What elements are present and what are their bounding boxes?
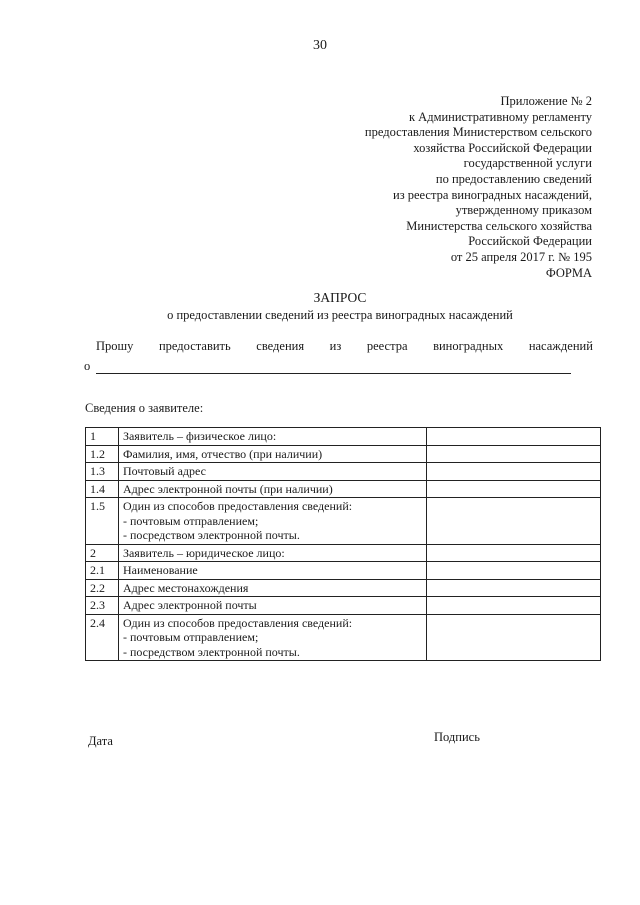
row-label-line: Почтовый адрес bbox=[122, 464, 206, 478]
appendix-line: от 25 апреля 2017 г. № 195 bbox=[450, 249, 592, 264]
row-label-line: - почтовым отправлением; bbox=[122, 630, 259, 644]
appendix-line: из реестра виноградных насаждений, bbox=[393, 187, 592, 202]
request-text bbox=[96, 339, 593, 354]
row-number: 2.3 bbox=[86, 597, 119, 615]
row-label bbox=[118, 597, 426, 615]
table-row bbox=[86, 445, 601, 463]
page-number: 30 bbox=[313, 38, 327, 53]
row-value-cell[interactable] bbox=[427, 428, 601, 446]
row-label-line: - посредством электронной почты. bbox=[122, 644, 300, 659]
request-word: виноградных bbox=[433, 339, 504, 353]
table-row bbox=[86, 614, 601, 661]
row-number: 2.1 bbox=[86, 562, 119, 580]
row-value-cell[interactable] bbox=[427, 614, 601, 661]
row-value-cell[interactable] bbox=[427, 562, 601, 580]
row-label-line: Заявитель – юридическое лицо: bbox=[122, 545, 285, 560]
row-number: 1.3 bbox=[86, 463, 119, 481]
request-word: сведения bbox=[256, 339, 305, 353]
row-label bbox=[118, 428, 426, 446]
row-value-cell[interactable] bbox=[427, 498, 601, 545]
row-value-cell[interactable] bbox=[427, 579, 601, 597]
row-number: 1 bbox=[86, 428, 119, 446]
applicant-table bbox=[85, 427, 601, 661]
row-label-line: Адрес местонахождения bbox=[122, 580, 249, 595]
row-label-line: Адрес электронной почты bbox=[122, 598, 257, 612]
row-value-cell[interactable] bbox=[427, 544, 601, 562]
appendix-line: к Административному регламенту bbox=[408, 109, 592, 124]
row-number: 2 bbox=[86, 544, 119, 562]
row-label-line: Один из способов предоставления сведений: bbox=[122, 615, 353, 630]
row-value-cell[interactable] bbox=[427, 597, 601, 615]
row-label bbox=[118, 498, 426, 545]
form-label: ФОРМА bbox=[545, 265, 592, 280]
row-number: 1.5 bbox=[86, 498, 119, 545]
appendix-line: хозяйства Российской Федерации bbox=[413, 140, 592, 155]
applicant-heading: Сведения о заявителе: bbox=[85, 401, 204, 415]
request-blank-field[interactable] bbox=[96, 361, 571, 374]
appendix-line: Российской Федерации bbox=[468, 234, 592, 249]
row-label bbox=[118, 463, 426, 481]
signature-label: Подпись bbox=[434, 730, 480, 744]
request-word: Прошу bbox=[96, 339, 134, 353]
row-value-cell[interactable] bbox=[427, 480, 601, 498]
request-fill-line bbox=[84, 359, 571, 374]
row-label-line: Один из способов предоставления сведений: bbox=[122, 499, 353, 513]
row-label-line: Фамилия, имя, отчество (при наличии) bbox=[122, 446, 323, 461]
table-row bbox=[86, 562, 601, 580]
table-row bbox=[86, 597, 601, 615]
row-label bbox=[118, 445, 426, 463]
appendix-line: Приложение № 2 bbox=[500, 94, 592, 108]
appendix-line: Министерства сельского хозяйства bbox=[406, 218, 592, 233]
table-row bbox=[86, 428, 601, 446]
row-value-cell[interactable] bbox=[427, 445, 601, 463]
date-label: Дата bbox=[88, 734, 113, 748]
request-word: реестра bbox=[366, 339, 408, 353]
table-row bbox=[86, 544, 601, 562]
row-value-cell[interactable] bbox=[427, 463, 601, 481]
appendix-line: предоставления Министерством сельского bbox=[364, 125, 592, 140]
row-label-line: - почтовым отправлением; bbox=[122, 513, 259, 528]
appendix-line: по предоставлению сведений bbox=[435, 171, 592, 186]
table-row bbox=[86, 463, 601, 481]
appendix-line: утвержденному приказом bbox=[455, 203, 592, 218]
document-title: ЗАПРОС bbox=[313, 290, 367, 305]
row-number: 1.4 bbox=[86, 480, 119, 498]
request-word: предоставить bbox=[158, 339, 231, 353]
table-row bbox=[86, 498, 601, 545]
row-label bbox=[118, 480, 426, 498]
request-line-prefix: о bbox=[84, 359, 91, 373]
row-label bbox=[118, 614, 426, 661]
row-label bbox=[118, 579, 426, 597]
table-row bbox=[86, 579, 601, 597]
row-number: 2.4 bbox=[86, 614, 119, 661]
document-subtitle: о предоставлении сведений из реестра виноградных насаждений bbox=[167, 308, 513, 322]
request-word: из bbox=[329, 339, 342, 353]
table-row bbox=[86, 480, 601, 498]
row-number: 2.2 bbox=[86, 579, 119, 597]
appendix-block bbox=[292, 94, 592, 281]
row-number: 1.2 bbox=[86, 445, 119, 463]
row-label bbox=[118, 544, 426, 562]
row-label-line: Наименование bbox=[122, 563, 198, 577]
appendix-line: государственной услуги bbox=[463, 156, 592, 171]
row-label bbox=[118, 562, 426, 580]
row-label-line: - посредством электронной почты. bbox=[122, 528, 300, 542]
row-label-line: Заявитель – физическое лицо: bbox=[122, 429, 277, 443]
request-word: насаждений bbox=[528, 339, 593, 353]
row-label-line: Адрес электронной почты (при наличии) bbox=[122, 481, 333, 496]
